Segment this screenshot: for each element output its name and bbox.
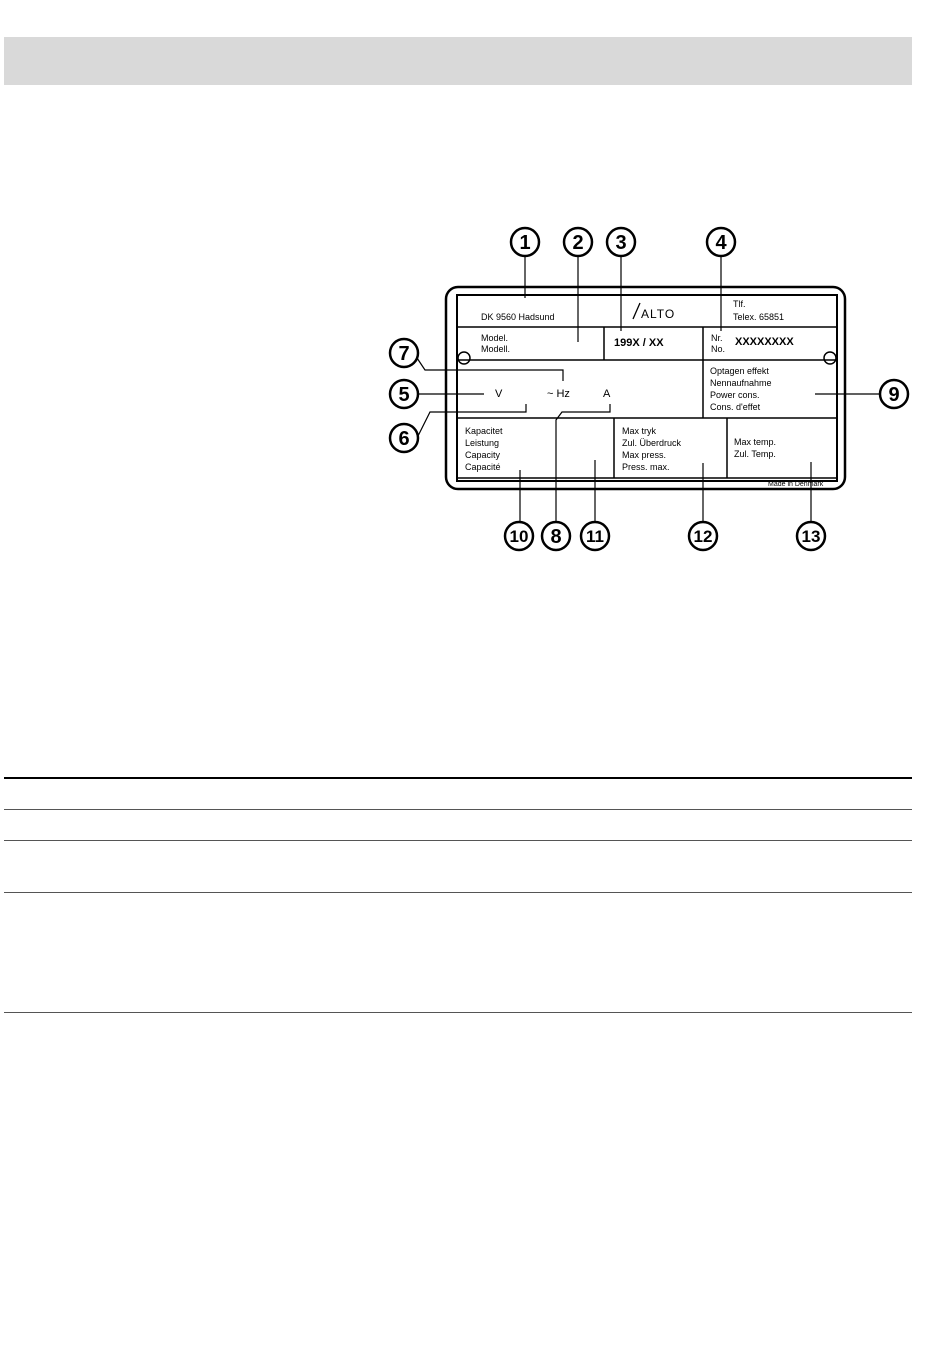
table-rule-top: [4, 777, 912, 779]
plate-capacity-label-3: Capacity: [465, 450, 501, 460]
callout-label-5: 5: [398, 384, 410, 406]
plate-capacity-label-2: Leistung: [465, 438, 500, 448]
plate-temp-label-1: Max temp.: [734, 437, 777, 447]
plate-logo: ALTO: [641, 307, 676, 321]
callout-label-12: 12: [693, 527, 713, 546]
plate-power-label-3: Power cons.: [710, 390, 760, 400]
table-rule-2: [4, 840, 912, 841]
callout-label-6: 6: [398, 428, 410, 450]
plate-power-label-1: Optagen effekt: [710, 366, 769, 376]
logo-mark: [633, 303, 640, 319]
callout-label-7: 7: [398, 343, 410, 365]
plate-pressure-label-1: Max tryk: [622, 426, 657, 436]
plate-pressure-label-3: Max press.: [622, 450, 667, 460]
callout-label-8: 8: [550, 526, 562, 548]
callout-label-3: 3: [615, 232, 627, 254]
plate-power-label-4: Cons. d'effet: [710, 402, 761, 412]
plate-volt-unit: V: [495, 388, 503, 400]
plate-power-label-2: Nennaufnahme: [710, 378, 772, 388]
plate-capacity-label-4: Capacité: [465, 462, 501, 472]
plate-made-in: Made in Denmark: [768, 481, 824, 488]
table-rule-bottom: [4, 1012, 912, 1013]
callout-label-9: 9: [888, 384, 900, 406]
callout-label-13: 13: [801, 527, 821, 546]
plate-model-label-1: Model.: [481, 333, 509, 343]
plate-capacity-label-1: Kapacitet: [465, 426, 503, 436]
callout-label-4: 4: [715, 232, 727, 254]
table-rule-1: [4, 809, 912, 810]
plate-amp-unit: A: [603, 388, 611, 400]
table-rule-3: [4, 892, 912, 893]
plate-model-label-2: Modell.: [481, 344, 511, 354]
callout-label-2: 2: [572, 232, 584, 254]
plate-tlf-label: Tlf.: [733, 299, 746, 309]
callout-label-10: 10: [509, 527, 529, 546]
plate-nr-label-1: Nr.: [711, 333, 723, 343]
mounting-hole-right: [824, 352, 836, 364]
plate-hz-unit: ~ Hz: [547, 388, 570, 400]
plate-temp-label-2: Zul. Temp.: [734, 449, 776, 459]
plate-pressure-label-4: Press. max.: [622, 462, 670, 472]
callout-label-11: 11: [586, 527, 604, 546]
plate-nr-label-2: No.: [711, 344, 726, 354]
mounting-hole-left: [458, 352, 470, 364]
plate-pressure-label-2: Zul. Überdruck: [622, 438, 682, 448]
plate-telex: Telex. 65851: [733, 312, 785, 322]
plate-model-value: 199X / XX: [614, 337, 664, 349]
callout-label-1: 1: [519, 232, 531, 254]
plate-serial-value: XXXXXXXX: [735, 336, 794, 348]
plate-address: DK 9560 Hadsund: [481, 312, 555, 322]
